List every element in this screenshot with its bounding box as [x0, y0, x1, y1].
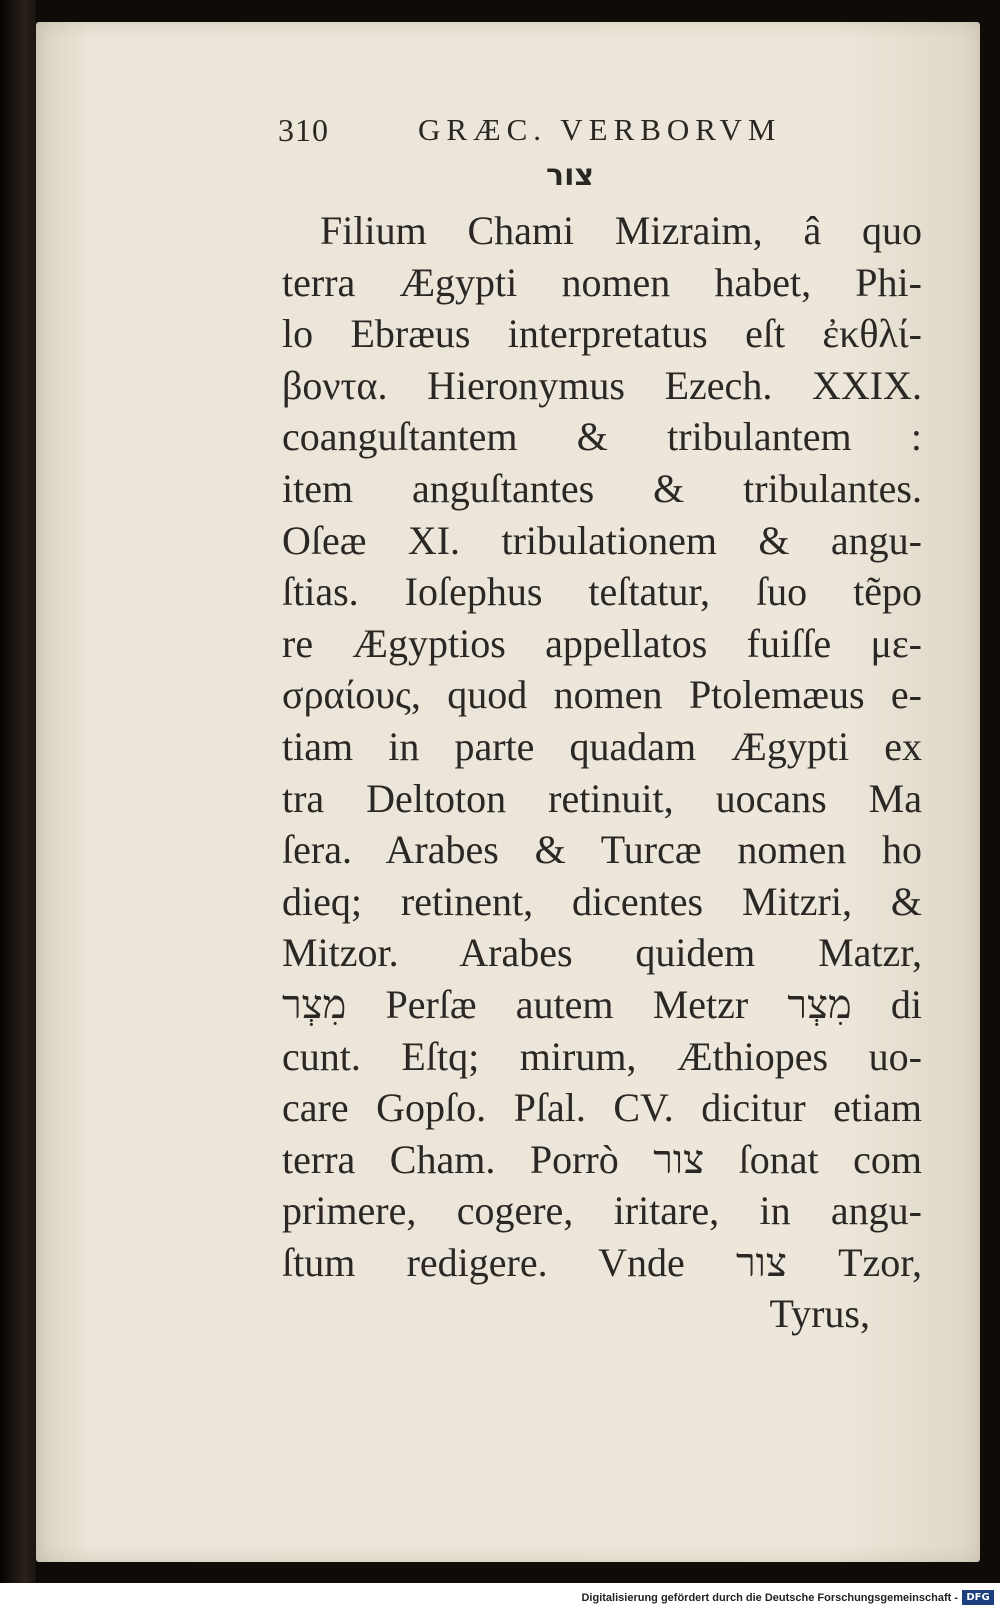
text-line: coanguſtantem & tribulantem :: [282, 414, 922, 460]
text-line: מִצְר Perſæ autem Metzr מִצְר di: [282, 981, 922, 1027]
text-line: cunt. Eſtq; mirum, Æthiopes uo-: [282, 1033, 922, 1079]
text-line: primere, cogere, iritare, in angu-: [282, 1188, 922, 1234]
text-line: ſtias. Ioſephus teſtatur, ſuo tẽpo: [282, 569, 922, 615]
text-line: βοντα. Hieronymus Ezech. XXIX.: [282, 362, 922, 408]
hebrew-heading: צור: [546, 158, 594, 193]
text-line: σραίους, quod nomen Ptolemæus e-: [282, 672, 922, 718]
text-line: tiam in parte quadam Ægypti ex: [282, 723, 922, 769]
text-line: Oſeæ XI. tribulationem & angu-: [282, 517, 922, 563]
text-line: Mitzor. Arabes quidem Matzr,: [282, 930, 922, 976]
text-line: care Gopſo. Pſal. CV. dicitur etiam: [282, 1085, 922, 1131]
text-line: re Ægyptios appellatos fuiſſe με-: [282, 620, 922, 666]
text-line: ſera. Arabes & Turcæ nomen ho: [282, 827, 922, 873]
text-line: ſtum redigere. Vnde צור Tzor,: [282, 1239, 922, 1285]
text-line: Filium Chami Mizraim, â quo: [320, 208, 922, 253]
page-header: [278, 108, 838, 154]
catchword: Tyrus,: [769, 1291, 870, 1337]
dfg-logo: DFG: [962, 1590, 994, 1605]
body-text: [282, 205, 922, 1340]
text-line: tra Deltoton retinuit, uocans Ma: [282, 775, 922, 821]
text-line: lo Ebræus interpretatus eſt ἐκθλί-: [282, 311, 922, 357]
text-line: dieq; retinent, dicentes Mitzri, &: [282, 878, 922, 924]
text-line: terra Cham. Porrò צור ſonat com: [282, 1136, 922, 1182]
running-head: GRÆC. VERBORVM: [418, 112, 782, 147]
text-line: item anguſtantes & tribulantes.: [282, 465, 922, 511]
page-number: 310: [278, 112, 329, 148]
book-gutter: [0, 0, 36, 1615]
digitization-footer: [0, 1583, 1000, 1615]
text-line: terra Ægypti nomen habet, Phi-: [282, 259, 922, 305]
funding-credit: Digitalisierung gefördert durch die Deutsche Forschungsgemeinschaft -: [581, 1592, 958, 1604]
